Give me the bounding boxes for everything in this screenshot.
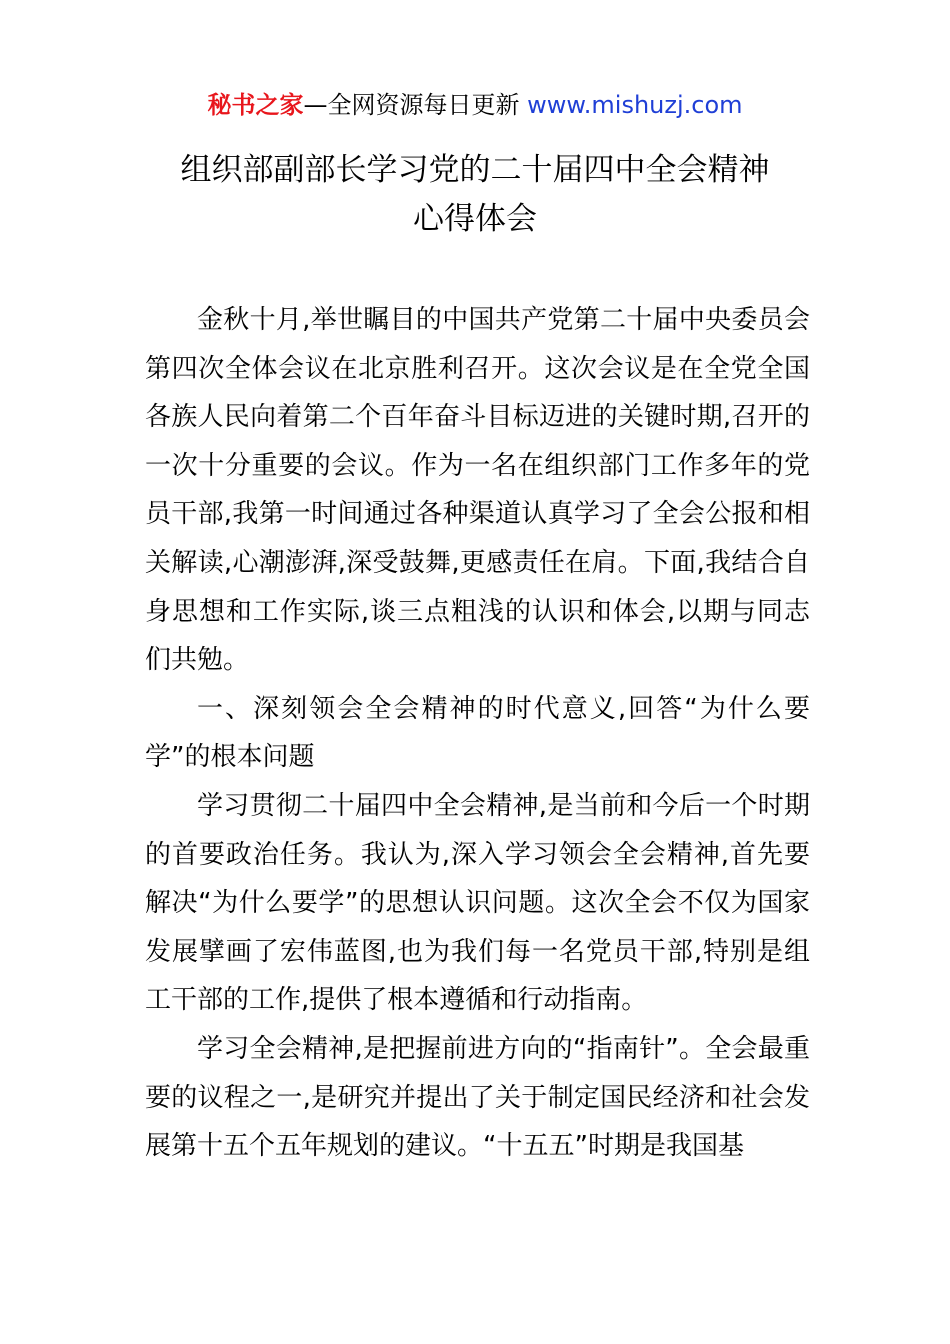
document-body [145,296,810,1171]
title-line-2: 心得体会 [413,201,537,237]
paragraph-section-1-point: 学习全会精神,是把握前进方向的“指南针”。全会最重要的议程之一,是研究并提出了关于制定国民经济和社会发展第十五个五年规划的建议。“十五五”时期是我国基 [145,1033,810,1162]
document-title [0,146,950,244]
header-tagline: —全网资源每日更新 [303,91,528,119]
site-header [0,88,950,122]
section-heading-1: 一、深刻领会全会精神的时代意义,回答“为什么要学”的根本问题 [145,693,810,773]
brand-name: 秘书之家 [207,91,304,119]
paragraph-intro: 金秋十月,举世瞩目的中国共产党第二十届中央委员会第四次全体会议在北京胜利召开。这次会议是在全党全国各族人民向着第二个百年奋斗目标迈进的关键时期,召开的一次十分重要的会议。作为一名在组织部门工作多年的党员干部,我第一时间通过各种渠道认真学习了全会公报和相关解读,心潮澎湃,深受鼓舞,更感责任在肩。下面,我结合自身思想和工作实际,谈三点粗浅的认识和体会,以期与同志们共勉。 [145,305,810,676]
paragraph-section-1: 学习贯彻二十届四中全会精神,是当前和今后一个时期的首要政治任务。我认为,深入学习领会全会精神,首先要解决“为什么要学”的思想认识问题。这次全会不仅为国家发展擘画了宏伟蓝图,也为我们每一名党员干部,特别是组工干部的工作,提供了根本遵循和行动指南。 [145,790,810,1016]
title-line-1: 组织部副部长学习党的二十届四中全会精神 [180,152,770,188]
site-url-link[interactable]: www.mishuzj.com [527,91,743,119]
